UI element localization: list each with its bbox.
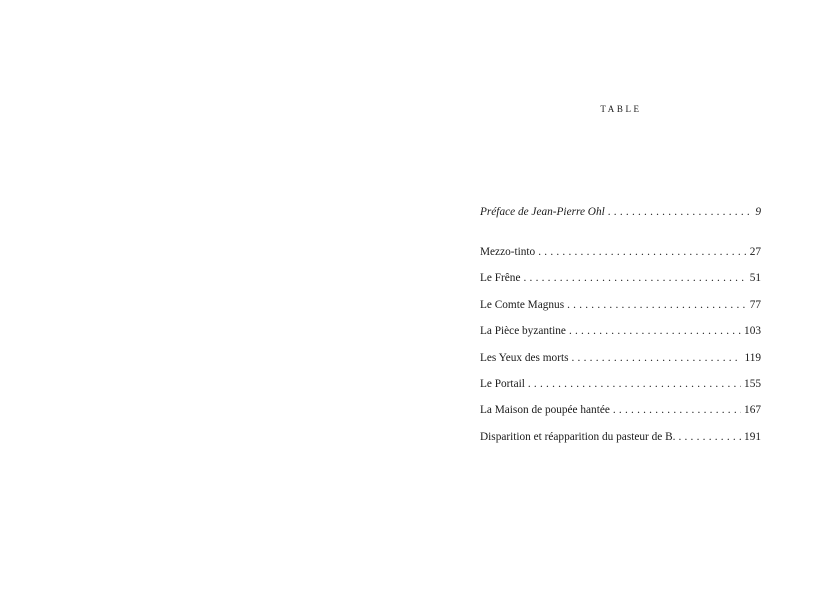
toc-entry (480, 429, 761, 455)
toc-entry-title: Disparition et réapparition du pasteur de B. (480, 430, 676, 443)
dot-leader (569, 323, 741, 339)
toc-entry-title: Les Yeux des morts (480, 351, 569, 364)
toc-entry (480, 350, 761, 376)
dot-leader (528, 376, 741, 392)
dot-leader (678, 429, 741, 445)
table-of-contents (480, 204, 761, 455)
toc-entry-title: Le Portail (480, 377, 525, 390)
toc-entry-page: 51 (749, 272, 761, 285)
dot-leader (608, 204, 753, 220)
toc-entry-title: La Pièce byzantine (480, 325, 566, 338)
toc-entry-title: Préface de Jean-Pierre Ohl (480, 206, 605, 218)
toc-entry-page: 119 (744, 351, 761, 364)
toc-entry-page: 77 (749, 298, 761, 311)
dot-leader (613, 402, 741, 418)
toc-entry-page: 9 (755, 206, 761, 218)
toc-entry (480, 297, 761, 323)
toc-entry-title: Le Comte Magnus (480, 298, 565, 311)
dot-leader (523, 270, 746, 286)
toc-entry-title: Mezzo-tinto (480, 246, 536, 258)
toc-entry (480, 244, 761, 270)
dot-leader (567, 297, 747, 313)
dot-leader (538, 244, 746, 260)
toc-entry (480, 402, 761, 428)
dot-leader (572, 350, 742, 366)
toc-entry-title: Le Frêne (480, 272, 521, 285)
toc-entry (480, 323, 761, 349)
toc-entry (480, 376, 761, 402)
toc-entry-preface (480, 204, 761, 244)
toc-entry-page: 191 (744, 430, 761, 443)
toc-entry-page: 103 (744, 325, 761, 338)
page-title: TABLE (600, 104, 642, 114)
toc-entry (480, 270, 761, 296)
toc-entry-title: La Maison de poupée hantée (480, 404, 610, 417)
toc-entry-page: 155 (744, 377, 761, 390)
toc-entry-page: 27 (749, 246, 761, 258)
toc-entry-page: 167 (744, 404, 761, 417)
